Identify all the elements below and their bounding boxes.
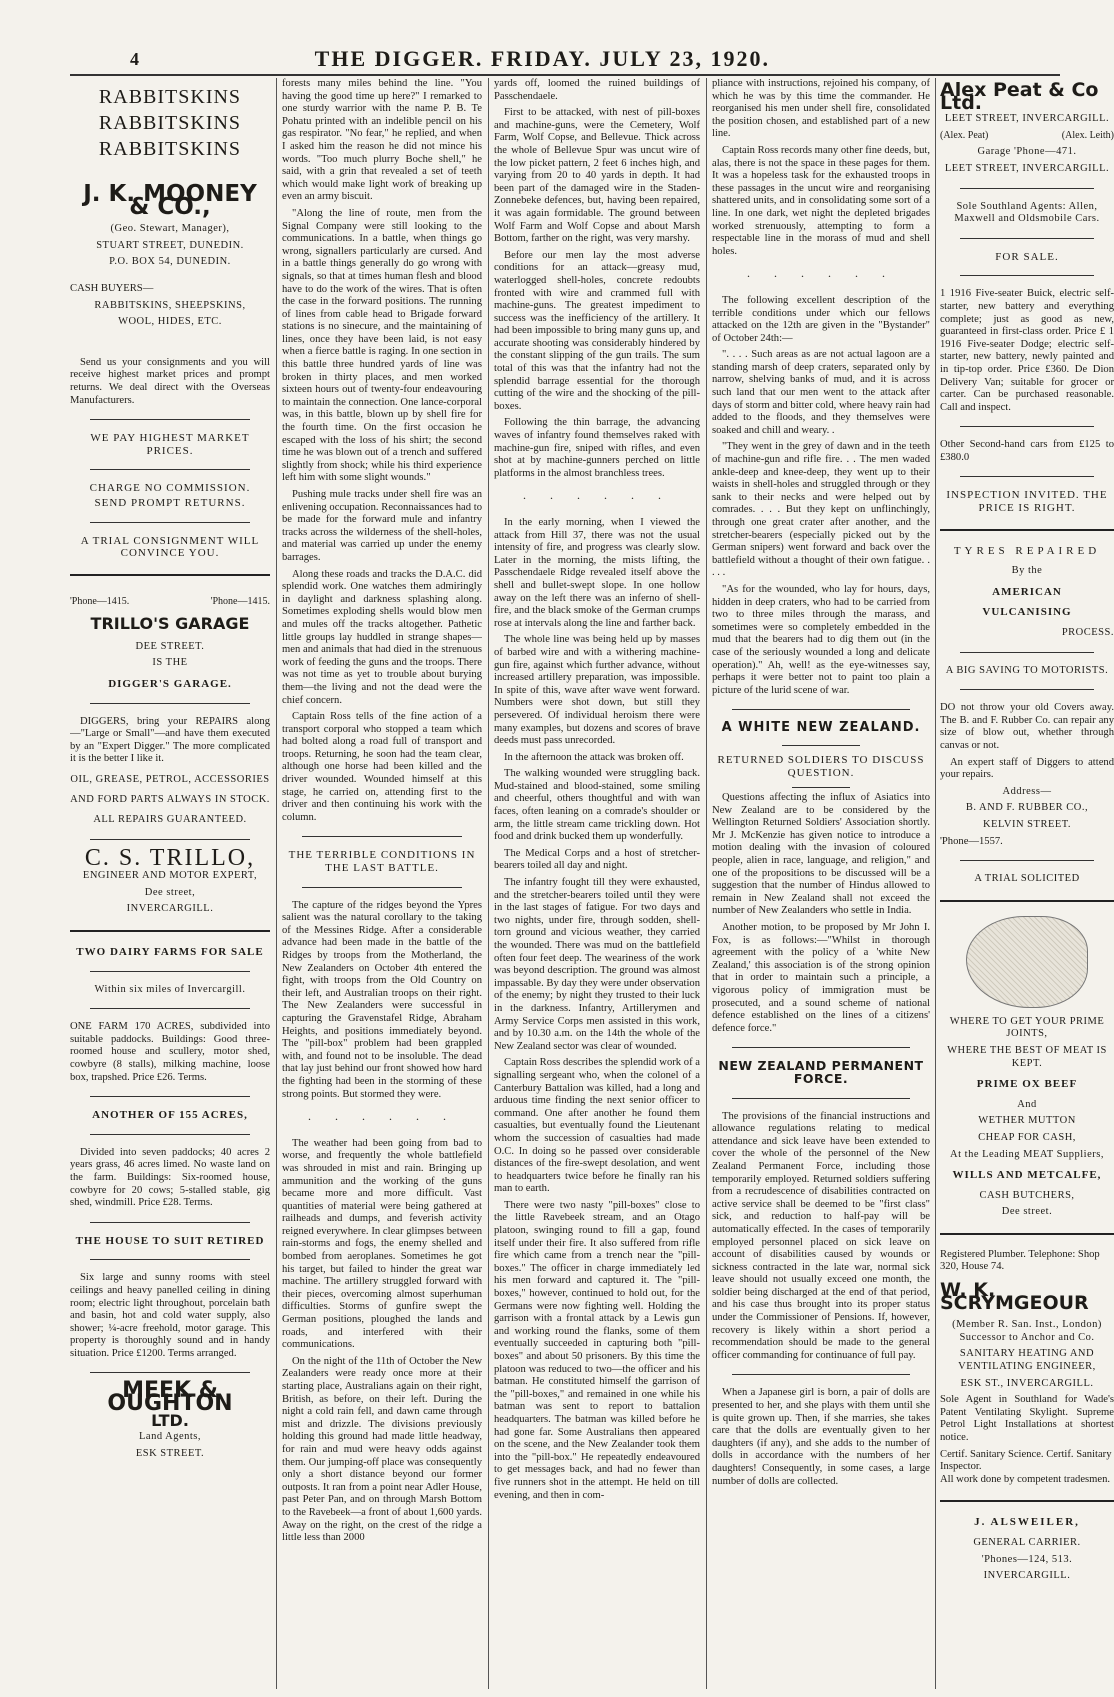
esk-st-invercargill: ESK ST., INVERCARGILL. <box>960 1377 1094 1389</box>
column-advertisements-right <box>940 78 1114 1689</box>
esk-street: ESK STREET. <box>135 1447 205 1459</box>
white-new-zealand-subheading: RETURNED SOLDIERS TO DISCUSS QUESTION. <box>717 753 925 779</box>
bf-phone: 'Phone—1557. <box>940 835 1003 847</box>
section-divider: · · · · · · <box>307 1112 457 1127</box>
article-paragraph: Captain Ross describes the splendid work of a signalling sergeant who, when the colonel of a Canterbury Battalion was killed, had a long and arduous time finding the next senior officer to command. One after another he found them casualties, but eventually found the Lieutenant whom the succession of casualties had made O.C. In doing so he passed over considerable distances of the fire-swept desolation, and went to headquarters twice before he finally ran his man to earth. <box>494 1057 700 1195</box>
permanent-force-heading: NEW ZEALAND PERMANENT FORCE. <box>718 1058 924 1086</box>
column-rule <box>488 78 489 1689</box>
article-paragraph: Before our men lay the most adverse conditions for an attack—greasy mud, waterlogged shell-holes, concrete redoubts fronted with wire and crammed full with machine-guns. The greatest impediment to success was the inefficiency of the artillery. It had been impossible to bring many guns up, and accurate shooting was considerably hindered by the constant slipping of the gun trails. The sum total of this was that the infantry had not the splendid barrage essential for the thorough cutting of the wire and the shocking of the pill-boxes. <box>494 249 700 412</box>
article-paragraph: The walking wounded were struggling back. Mud-stained and blood-stained, some smiling and cheerful, others thoughtful and with wan faces, often leaning on a comrade's shoulder or arm, the little stream came trickling down. Hot food and drink bucked them up wonderfully. <box>494 768 700 843</box>
article-paragraph: Pushing mule tracks under shell fire was an enlivening occupation. Reconnaissances had to be made for the forward mule and infantry tracks across the wilderness of the shell-holes, and material was carried up under the enemy barrages. <box>282 489 482 563</box>
diggers-garage: DIGGER'S GARAGE. <box>108 678 232 691</box>
expert-staff-text: An expert staff of Diggers to attend your repairs. <box>940 756 1114 781</box>
goods-list: WOOL, HIDES, ETC. <box>118 316 222 328</box>
column-rule <box>935 78 936 1689</box>
land-agents: Land Agents, <box>139 1431 201 1443</box>
goods-list: RABBITSKINS, SHEEPSKINS, <box>94 299 246 311</box>
engineer-title: ENGINEER AND MOTOR EXPERT, <box>82 870 258 882</box>
for-sale-heading: FOR SALE. <box>995 250 1059 263</box>
article-paragraph: When a Japanese girl is born, a pair of dolls are presented to her, and she plays with them until she is quite grown up. Then, if she marries, she takes care that the dolls are eventually given to her daughters (if any), and she adds to the number of dolls in accordance with the numbers of her daughters! Consequently, in some cases, a large number of dolls are collected. <box>712 1387 930 1487</box>
address-label: Address— <box>1002 785 1052 797</box>
column-article-two <box>282 78 482 1689</box>
article-paragraph: The whole line was being held up by masses of barbed wire and with a withering machine-gun fire, against which further advance, without increased artillery preparation, was impossible. In spite of this, wave after wave went forward. Numbers were shot down, but still they persevered. Of individual heroism there were many examples, but dozens and scores of brave deeds must pass unrecorded. <box>494 634 700 747</box>
article-paragraph: "They went in the grey of dawn and in the teeth of machine-gun and rifle fire. . . The men waded ankle-deep and knee-deep, they went up to their waists in shell-holes and struggled through or they sank to their necks and were helped out by comrades. . . . But they kept on unflinchingly, through one great crater after another, and the stretcher-bearers (especially picked out by the German snipers) went forward and back over the battlefield without a thought of their own fatigue. . . . . <box>712 441 930 579</box>
garage-phone: Garage 'Phone—471. <box>977 146 1077 158</box>
american: AMERICAN <box>992 585 1062 598</box>
garage-street: DEE STREET. <box>135 640 205 652</box>
car-sale-text: 1 1916 Five-seater Buick, electric self-starter, new battery and everything complete; just as good as new, guaranteed in first-class order. Price £ 1 1916 Five-seater Dodge; electric self-starter, new battery, newly painted and in tip-top order. Price £360. De Dion Delivery Van; suitable for grocer or carter. Can be purchased reasonable. Call and inspect. <box>940 288 1114 413</box>
consignment-text: Send us your consignments and you will receive highest market prices and prompt returns. We deal direct with the Overseas Manufacturers. <box>70 356 270 406</box>
trial-solicited: A TRIAL SOLICITED <box>974 873 1080 885</box>
oil-grease-text: OIL, GREASE, PETROL, ACCESSORIES AND FORD PARTS ALWAYS IN STOCK. <box>70 774 270 806</box>
masthead-title: THE DIGGER. FRIDAY. JULY 23, 1920. <box>314 46 770 71</box>
farm-one-text: ONE FARM 170 ACRES, subdivided into suitable paddocks. Buildings: Good three-roomed house and scullery, motor shed, cowbyre (8 stalls), milking machine, loose box, trapshed. Price £26. Terms. <box>70 1021 270 1083</box>
wills-and-metcalfe: WILLS AND METCALFE, <box>952 1169 1102 1182</box>
alex-peat-address: LEET STREET, INVERCARGILL. <box>944 113 1110 125</box>
another-farm-heading: ANOTHER OF 155 ACRES, <box>92 1109 248 1122</box>
alsweiler-name: J. ALSWEILER, <box>974 1516 1080 1529</box>
scrymgeour-member: (Member R. San. Inst., London) Successor to Anchor and Co. <box>952 1319 1102 1343</box>
article-paragraph: ". . . . Such areas as are not actual lagoon are a standing marsh of deep craters, separated only by narrow, shelving banks of mud, and it is across such land that our men went to the attack after days of storm and bitter cold, where heavy rain had added to the floods, and they themselves were soaked and chill and weary. . <box>712 349 930 436</box>
alex-peat-name: Alex Peat & Co Ltd. <box>940 79 1099 114</box>
article-paragraph: pliance with instructions, rejoined his company, of which he was by this time the commander. He reorganised his men under shell fire, consolidated the position chosen, and established part of a new line. <box>712 78 930 140</box>
article-paragraph: "As for the wounded, who lay for hours, days, hidden in deep craters, who had to be carried from two to three miles through the marass, and sometimes were so completely embedded in the mud that the bearers had to dig them out (in the case of the seriously wounded a long and delicate operation)." Ah, well! as the eye-witnesses say, perhaps it were better not to paint too plain a picture of the lurid scene of war. <box>712 583 930 696</box>
mooney-manager: (Geo. Stewart, Manager), <box>110 223 230 235</box>
best-of-meat: WHERE THE BEST OF MEAT IS KEPT. <box>947 1044 1107 1069</box>
diggers-repairs-text: DIGGERS, bring your REPAIRS along —"Large or Small"—and have them executed by an "Expert Digger." The more complicated it is the better I like it. <box>70 715 270 765</box>
article-paragraph: On the night of the 11th of October the New Zealanders were ready once more at their starting place, Australians again on their right, British, as before, on their left. During the night a cold rain fell, and dawn came through mist and drizzle. The divisions previously holding this ground had made little headway, for rain and mud were heavy odds against them. Our jumping-off place was consequently only a short distance beyond our former outposts. It ran from a point near Adler House, past Peter Pan, and on through Marsh Bottom to the Ravebeek—a front of about 1,600 yards. Away on the right, on the crest of the ridge a little less than 2000 <box>282 1355 482 1544</box>
general-carrier: GENERAL CARRIER. <box>973 1536 1081 1548</box>
where-to-get-joints: WHERE TO GET YOUR PRIME JOINTS, <box>949 1015 1105 1040</box>
cs-trillo-name: C. S. TRILLO, <box>84 844 256 871</box>
masthead <box>70 44 1060 76</box>
article-paragraph: Following the thin barrage, the advancing waves of infantry found themselves raked with machine-gun fire, sniped with rifles, and even shot at by machine-gunners perched on little platforms in the almost branchless trees. <box>494 417 700 479</box>
article-paragraph: Questions affecting the influx of Asiatics into New Zealand are to be considered by the Wellington Returned Soldiers' Association shortly. Mr J. McKenzie has given notice to introduce a motion dealing with the invasion of coloured people, alien in race, language, and religion," and one of the propositions to be discussed will be a suggestion that the number of Hindus allowed to remain in New Zealand shall not exceed the number of New Zealanders who settle in India. <box>712 792 930 917</box>
highest-prices: WE PAY HIGHEST MARKET PRICES. <box>90 432 250 457</box>
page-number: 4 <box>130 48 139 69</box>
trillo-phone: 'Phone—1415. <box>70 595 130 607</box>
rabbitskins-heading: RABBITSKINS <box>98 112 242 134</box>
kelvin-street: KELVIN STREET. <box>982 818 1072 830</box>
article-paragraph: The infantry fought till they were exhausted, and the stretcher-bearers toiled until they were in the last stages of fatigue. For two days and two nights, under fire, through sodden, shell-torn ground and vicious weather, they carried the wounded. There was mud on the battlefield often four feet deep. The weariness of the work was beyond description. The ground was almost impassable. By day they were under observation of the enemy; by night they trusted to their luck in the darkness. Infantry, Artillerymen and Army Service Corps men assisted in this work, and by 10.30 a.m. on the 14th the whole of the New Zealand sector was clear of wounded. <box>494 877 700 1052</box>
article-paragraph: The weather had been going from bad to worse, and frequently the whole battlefield was shrouded in mist and rain. Bringing up ammunition and the working of the guns became more and more difficult. Vast quantities of material were being gathered at railheads and dumps, and feverish activity reigned everywhere. In clear glimpses between rain-storms and fogs, the enemy shelled and bombed from aeroplanes. Sometimes he got his target, but failed to hinder the great war machine. The artillery struggled forward with their pieces, overcoming almost superhuman difficulties. Storms of gunfire swept the German positions, ploughed the lands and roads, and interfered with their communications. <box>282 1137 482 1351</box>
leading-meat-suppliers: At the Leading MEAT Suppliers, <box>950 1148 1104 1160</box>
article-paragraph: The following excellent description of the terrible conditions under which our fellows attacked on the 12th are given in the "Bystander" of October 24th:— <box>712 294 930 344</box>
article-paragraph: "Along the line of route, men from the Signal Company were still looking to the communications. In a battle, when things go wrong, signallers particularly are cursed. And in a battle things generally do go wrong with signals, so that at times human flesh and blood have to do the work of the wires. That is often the case in the forward positions. The running of lines from cable head to Brigade forward stations is no sinecure, and the maintaining of lines, once they have been laid, is not easy when a fierce battle is raging. In one section in this battle three hundred yards of line was broken in thirty places, and men worked sixteen hours out of twenty-four endeavouring to maintain the connection. One lance-corporal was, in this battle, blown up by shell fire for the fourth time. On the first occasion he escaped with the loss of his shirt; the second time he was blown out of a trench and suffered slightly from shock; while his third experience left him with some slight wounds." <box>282 207 482 484</box>
dairy-farms-heading: TWO DAIRY FARMS FOR SALE <box>76 946 264 958</box>
trillos-garage-title: TRILLO'S GARAGE <box>90 614 250 634</box>
cash-butchers: CASH BUTCHERS, <box>979 1189 1075 1201</box>
no-commission: CHARGE NO COMMISSION. <box>89 482 251 495</box>
column-rule <box>706 78 707 1689</box>
trillo-phone: 'Phone—1415. <box>210 595 270 607</box>
house-text: Six large and sunny rooms with steel ceilings and heavy panelled ceiling in dining room; electric light throughout, porcelain bath and basin, hot and cold water supply, also shower; ¼-acre freehold, motor garage. This property is thoroughly sound and in handy situation. Price £1200. Terms arranged. <box>70 1272 270 1359</box>
by-the: By the <box>1011 565 1043 577</box>
meek-oughton-name: MEEK & OUGHTON <box>107 1378 233 1417</box>
article-paragraph: First to be attacked, with nest of pill-boxes and machine-guns, were the Cemetery, Wolf Farm, Wolf Copse, and Bellevue. Thick across the whole of Bellevue Spur was uncut wire of the low picket pattern, 2 feet 6 inches high, and varying from 20 to 40 yards in depth. It had been part of the damaged wire in the Staden-Zonnebeke defences, but, having been repaired, it was again formidable. The ground between Wolf Farm and Wolf Copse and about Marsh Bottom, farther on the right, was very marshy. <box>494 107 700 245</box>
alex-peat-partner: (Alex. Leith) <box>1061 129 1114 141</box>
article-paragraph: Another motion, to be proposed by Mr John I. Fox, is as follows:—"Whilst in thorough agreement with the policy of a 'white New Zealand,' this association is of the strong opinion that in order to maintain such a principle, a vigorous policy of immigration must be prosecuted, and a sound scheme of national defence established on the lines of a citizens' defence force." <box>712 922 930 1034</box>
sole-agent-text: Sole Agent in Southland for Wade's Patent Ventilating Skylight. Supreme Petrol Light Installations at shortest notice. <box>940 1394 1114 1443</box>
article-paragraph: Captain Ross records many other fine deeds, but, alas, there is not the space in these pages for them. It was a hopeless task for the exhausted troops in these passages in the uncut wire and reorganising shattered units, and in consolidating some sort of a line. In one dark, wet night the depleted brigades worked strenuously, attempting to form a respectable line in the morass of mud and shell holes. <box>712 144 930 257</box>
article-paragraph: The provisions of the financial instructions and allowance regulations relating to medical attendance and sick leave have been extended to cover the whole of the personnel of the New Zealand Permanent Force, including those temporarily employed. Returned soldiers suffering from a recrudescence of disabilities contracted on active service shall be deemed to be "first class" sick, and reduction to half-pay will be automatically effected. In the cases of temporarily employed personnel placed on sick leave on account of disabilities caused by wounds or sickness contracted in the late war, normal sick leave should not usually exceed one month, the soldier being discharged at the end of that period, and his case thus brought into its proper status under the Commissioner of Pensions. If, however, recovery is likely within a short period a recommendation should be made to the general officer commanding for continuance of full pay. <box>712 1110 930 1361</box>
column-rule <box>276 78 277 1689</box>
ox-head-illustration <box>966 916 1088 1008</box>
rabbitskins-heading: RABBITSKINS <box>98 138 242 160</box>
column-article-four <box>712 78 930 1689</box>
terrible-conditions-heading: THE TERRIBLE CONDITIONS IN THE LAST BATTLE. <box>288 849 476 875</box>
section-divider: · · · · · · <box>522 491 672 506</box>
article-paragraph: yards off, loomed the ruined buildings of Passchendaele. <box>494 78 700 102</box>
all-work-text: All work done by competent tradesmen. <box>940 1473 1111 1485</box>
prime-ox-beef: PRIME OX BEEF <box>976 1078 1078 1091</box>
and-text: And <box>1017 1098 1037 1110</box>
article-paragraph: forests many miles behind the line. "You having the good time up here?" I remarked to one sturdy warrior with the name P. B. Te Pohatu printed with an indelible pencil on his gas respirator. "No fear," he replied, and when I asked him the reason he did not mince his words. "Too much plurry Boche shell," he said, with a grin that revealed a set of teeth which would make light work of breaking up even an army biscuit. <box>282 78 482 203</box>
column-article-three <box>494 78 700 1689</box>
column-advertisements-left <box>70 78 270 1689</box>
sanitary-engineer: SANITARY HEATING AND VENTILATING ENGINEER, <box>958 1348 1096 1373</box>
article-paragraph: The Medical Corps and a host of stretcher-bearers toiled all day and night. <box>494 847 700 872</box>
bf-rubber-co: B. AND F. RUBBER CO., <box>965 802 1089 814</box>
section-divider: · · · · · · <box>746 269 896 284</box>
rabbitskins-heading: RABBITSKINS <box>98 86 242 108</box>
trillo-street: Dee street, <box>144 886 196 898</box>
repairs-guaranteed: ALL REPAIRS GUARANTEED. <box>93 814 247 826</box>
house-heading: THE HOUSE TO SUIT RETIRED <box>75 1234 265 1247</box>
cash-buyers: CASH BUYERS— <box>70 282 154 294</box>
article-paragraph: In the early morning, when I viewed the attack from Hill 37, there was not the usual intensity of fire, and progress was clearly slow. Later in the morning, the mists lifting, the Passchendaele Ridge revealed itself above the shell and bullet-swept slope. In one hollow away on the left there was an inferno of shell-fire, and the black smoke of the German crumps rose at intervals along the line and farther back. <box>494 517 700 629</box>
vulcanising: VULCANISING <box>982 606 1072 619</box>
article-paragraph: In the afternoon the attack was broken off. <box>504 751 684 763</box>
big-saving: A BIG SAVING TO MOTORISTS. <box>945 664 1109 676</box>
sole-agents: Sole Southland Agents: Allen, Maxwell and Oldsmobile Cars. <box>954 200 1100 225</box>
cheap-for-cash: CHEAP FOR CASH, <box>978 1131 1076 1143</box>
alex-peat-address: LEET STREET, INVERCARGILL. <box>944 162 1110 174</box>
trillo-town: INVERCARGILL. <box>126 903 214 915</box>
meek-ltd: LTD. <box>151 1410 189 1430</box>
article-paragraph: The capture of the ridges beyond the Ypres salient was the natural corollary to the taking of the Messines Ridge. After a considerable advance had been made in the battle of the Ridges by troops from the Motherland, the New Zealanders on October 4th entered the fight, with troops from the Old Country on their left, and Australian troops on their right. The New Zealanders were successful in capturing the Gravenstafel Ridge, Abraham Heights, and positions immediately beyond. The "pill-box" problem had been grappled with, and found not to be insoluble. The dead that lay just behind our front showed how hard the fighting had been in the storming of these strong points. But stormed they were. <box>282 899 482 1100</box>
article-paragraph: Captain Ross tells of the fine action of a transport corporal who stopped a team which had bolted along a road full of transport and troops. Returning, he soon had the team clear, although one horse had been killed and the driver wounded. Wounded himself at this stage, he carried on, attending first to the driver and then continuing his work with the column. <box>282 711 482 823</box>
wether-mutton: WETHER MUTTON <box>978 1115 1076 1127</box>
alex-peat-partner: (Alex. Peat) <box>940 129 989 141</box>
alsweiler-phones: 'Phones—124, 513. <box>981 1553 1073 1565</box>
other-cars-text: Other Second-hand cars from £125 to £380.0 <box>940 439 1114 463</box>
mooney-address: STUART STREET, DUNEDIN. <box>96 239 244 251</box>
inspection-invited: INSPECTION INVITED. THE PRICE IS RIGHT. <box>946 489 1108 515</box>
garage-is-the: IS THE <box>152 657 188 669</box>
mooney-po-box: P.O. BOX 54, DUNEDIN. <box>109 256 231 268</box>
within-six-miles: Within six miles of Invercargill. <box>94 983 246 995</box>
registered-plumber: Registered Plumber. Telephone: Shop 320, House 74. <box>940 1248 1100 1273</box>
mooney-firm-name: J. K. MOONEY & CO., <box>83 181 257 220</box>
scrymgeour-name: W. K. SCRYMGEOUR <box>940 1279 1089 1314</box>
white-new-zealand-heading: A WHITE NEW ZEALAND. <box>721 720 921 736</box>
tyres-repaired-heading: TYRES REPAIRED <box>953 544 1101 557</box>
prompt-returns: SEND PROMPT RETURNS. <box>94 496 246 509</box>
certif-text: Certif. Sanitary Science. Certif. Sanitary Inspector. <box>940 1448 1112 1473</box>
alsweiler-town: INVERCARGILL. <box>983 1570 1071 1582</box>
trial-consignment: A TRIAL CONSIGNMENT WILL CONVINCE YOU. <box>80 534 260 560</box>
article-paragraph: There were two nasty "pill-boxes" close to the little Ravebeek stream, and an Otago platoon, swinging round to fill a gap, found itself under their fire. It also suffered from rifle fire which came from a trench near the "pill-boxes." The officer in charge immediately led his men forward and captured it. The "pill-boxes," however, continued to hold out, for the Germans were now fighting well. Holding the garrison with a frontal attack by a Lewis gun and working round the flanks, some of them eventually succeeded in capturing both "pill-boxes" and about 50 prisoners. By this time the platoon was reduced to two—the officer and his batman. He constituted himself the garrison of the "pill-boxes," and remained in one while his batman was sent to report to battalion headquarters. The batman was killed before he had gone far. Some Australians then appeared on the scene, and the New Zealander took them into the "pill-box." He repeatedly endeavoured to get messages back, and had no fewer than five runners shot in the attempt. He held on till evening, and then in com- <box>494 1199 700 1501</box>
dee-street: Dee street. <box>1001 1206 1053 1218</box>
article-paragraph: Along these roads and tracks the D.A.C. did splendid work. One watches them admiringly in daylight and darkness splashing along. Sometimes exploding shells would blow men and mules off the tracks altogether. Pathetic little groups lay huddled in strange shapes—men and animals that had died in the strenuous work of feeding the guns and the troops. There was not time as yet to trouble about burying them—the living and not the dead were the chief concern. <box>282 568 482 706</box>
farm-two-text: Divided into seven paddocks; 40 acres 2 years grass, 46 acres limed. No waste land on the farm. Buildings: Six-roomed house, cowbyre for 20 cows; 5-stalled stable, gig shed, windmill. Price £28. Terms. <box>70 1146 270 1209</box>
process: PROCESS. <box>1061 627 1114 639</box>
tyre-repair-text: DO not throw your old Covers away. The B. and F. Rubber Co. can repair any size of blow out, whether through canvas or not. <box>940 702 1114 751</box>
